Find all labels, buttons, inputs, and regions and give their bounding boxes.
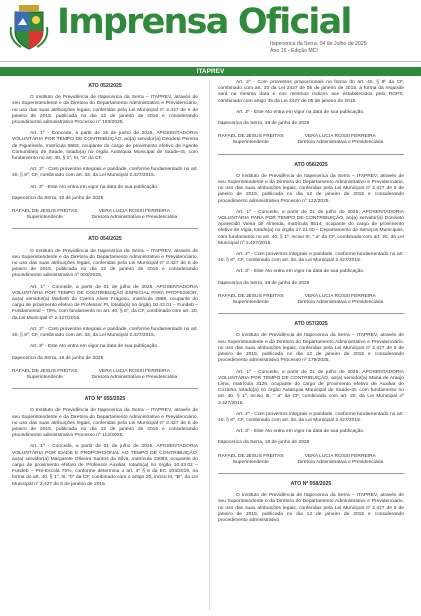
act-article-2: Art. 2º - Com proventos integrais e paridade, conforme fundamentado no art. 40, § 8º, CF, combinado com art. 33, da Lei Municipal 2.427/2015. [12, 167, 198, 179]
act-separator [218, 154, 404, 155]
act-article-3: Art. 3º - Este Ato entra em vigor na data de sua publicação. [236, 429, 365, 435]
signer-role: Diretora Administrativa e Previdenciária [91, 374, 178, 380]
signature-director [298, 454, 384, 466]
place-date: Itapecerica da Serra, 18 de junho de 2025 [218, 121, 310, 127]
act-article-1: Art. 1º - Concede, a partir de 01 de julho de 2025, APOSENTADORIA VOLUNTÁRIA POR TEMPO DE CONTRIBUIÇÃO, ao(a) servidor(a) Maria de Araujo Lima, matrícula 3128, ocupante do cargo de provimento efetivo de Auxiliar de Cozinha, lotado(a) no órgão Autarquia Municipal de Saúde-IS, com fundamento no art. 40, § 1º, inciso III, " a" da CF, combinado com art. 20, da Lei Municipal nº 2.427/2015. [218, 369, 404, 406]
signatures [12, 209, 198, 221]
signer-name: RAFAEL DE JESUS FREITAS [218, 453, 284, 459]
signer-name: RAFAEL DE JESUS FREITAS [218, 293, 284, 299]
right-column [218, 80, 404, 529]
act-separator [12, 228, 198, 229]
act-054 [12, 236, 198, 381]
city-date: Itapecerica da Serra, 04 de Julho de 2025 [270, 41, 367, 47]
place-date: Itapecerica da Serra, 18 de junho de 2025 [218, 280, 310, 286]
edition-label: Ano 16 - Edição MCI [270, 48, 318, 54]
signer-role: Diretora Administrativa e Previdenciária [297, 300, 384, 306]
section-heading: ITAPREV [0, 67, 421, 76]
act-preamble: O Instituto de Previdência de Itapecerica da Serra – ITAPREV, através de seu Superintendente e da Diretora do Departamento Administrativo e Previdenciário, no uso das suas atribuições legais, conferidas pela Lei Municipal nº 2.427 de 6 de janeiro de 2015, publicada no dia 12 de janeiro de 2015 e considerando procedimento administrativo Processo nº 179/2025, [218, 333, 404, 364]
signer-role: Superintendente [26, 215, 63, 221]
column-divider [209, 80, 210, 610]
act-title: ATO 056/2025 [294, 161, 328, 168]
act-article-2: Art. 2º - Com proventos integrais e paridade, conforme fundamentado no art. 40, § 8º, CF, combinado com art. 33, da Lei Municipal 2.427/2015. [12, 326, 198, 339]
signatures [12, 369, 198, 381]
signer-role: Superintendente [232, 300, 269, 306]
place-date: Itapecerica da Serra, 18 de junho de 2025 [12, 355, 104, 361]
act-article-1: Art. 1º - Concede, a partir de 01 de julho de 2025, APOSENTADORIA VOLUNTÁRIA PARA POR TEMPO DE CONTRIBUIÇÃO, ao(a) servidor(a) Doniseto Aparecido Vieira de Almeida, matrícula 8514, ocupante do cargo de provimento efetivo de Vigia, lotado(a) no órgão 17.21.00 – Departamento de Serviços Municipais, com fundamento no art. 40, § 1º, inciso III, " a" da CF, combinado com art. 20, da Lei Municipal nº 2.427/2015. [218, 209, 404, 246]
header-divider [0, 61, 421, 62]
act-article-3: Art. 3º - Este Ato entra em vigor na data de sua publicação. [30, 344, 159, 350]
edition-meta [270, 41, 410, 55]
signer-role: Diretora Administrativa e Previdenciária [297, 459, 384, 465]
signature-director [92, 369, 178, 381]
signer-name: RAFAEL DE JESUS FREITAS [218, 134, 284, 140]
signatures [218, 454, 404, 466]
act-preamble: O Instituto de Previdência de Itapecerica da Serra – ITAPREV, através de seu Superintendente e da Diretora do Departamento Administrativo e Previdenciário, no uso das suas atribuições legais, conferidas pela Lei Municipal nº 2.427 de 5 de janeiro de 2015, publicada no dia 12 de janeiro de 2015 e considerando procedimento administrativo Processo nº 112/2025, [12, 408, 198, 439]
signer-role: Diretora Administrativa e Previdenciária [297, 140, 384, 146]
act-article-2: Art. 2º - Com proventos proporcionais na forma do art. 40, § 8º da CF, combinado com art. 33 da Lei 2427 de 05 de janeiro de 2015, à forma da requisite será na mesma data e nos mesmos índices aos estabelecidos pelo RGPS, combinado com artigo 35 da Lei 2427 de 05 de janeiro de 2015. [218, 80, 404, 104]
act-separator [218, 473, 404, 474]
signature-superintendent [218, 294, 284, 306]
signer-role: Superintendente [232, 459, 269, 465]
signature-director [298, 294, 384, 306]
act-052 [12, 83, 198, 221]
signatures [218, 134, 404, 146]
signature-superintendent [218, 134, 284, 146]
act-separator [12, 388, 198, 389]
act-title: ATO Nº 055/2025 [84, 396, 126, 403]
signature-superintendent [12, 369, 78, 381]
act-preamble: O Instituto de Previdência de Itapecerica da Serra – ITAPREV, através de seu Superintendente e da Diretora do Departamento Administrativo e Previdenciário, no uso das suas atribuições legais, conferidas pela Lei Municipal nº 2.427 de 6 de janeiro de 2015, publicada no dia 12 de janeiro de 2015 e considerando procedimento administrativo [218, 493, 404, 523]
signer-role: Superintendente [26, 374, 63, 380]
act-preamble: O Instituto de Previdência de Itapecerica da Serra – ITAPREV, através de seu Superintendente e da Diretora do Departamento Administrativo e Previdenciário, no uso das suas atribuições legais, conferidas pela Lei Municipal nº 2.427 de 6 de janeiro de 2015, publicada no dia 12 de janeiro de 2015 e considerando procedimento administrativo Processo nº 122/2025, [218, 173, 404, 204]
masthead [0, 0, 421, 62]
act-article-1: Art. 1º - Concede, a partir de 01 de julho de 2025, APOSENTADORIA VOLUNTÁRIA POR TEMPO DE CONTRIBUIÇÃO ESPECIAL PARA PROFESSOR, ao(a) servidor(a) Marlieth do Carmo Alves Fragoso, matrícula 2898, ocupante do cargo de provimento efetivo de Professor PI, lotado(a) no órgão 10.43.01 – Fundeb – Fundamental – 70%, com fundamento no art. 40, § 5º, da CF, combinado com art. 20, da Lei Municipal nº 2.427/2015. [12, 284, 198, 321]
signer-name: RAFAEL DE JESUS FREITAS [12, 209, 78, 215]
signature-superintendent [218, 454, 284, 466]
act-article-2: Art. 2º - Com proventos integrais e paridade, conforme fundamentado no art. 40, § 8º, CF, combinado com art. 33, da Lei Municipal 2.427/2015. [218, 411, 404, 423]
act-title: ATO 054/2025 [88, 236, 122, 243]
signer-name: VERA LUCIA ROSSI FERREIRA [98, 209, 170, 215]
signature-director [92, 209, 178, 221]
act-article-1: Art. 1º - Concede, a partir de 01 de julho de 2025, APOSENTADORIA VOLUNTÁRIA POR IDADE E PROPORCIONAL AO TEMPO DE CONTRIBUIÇÃO, ao(a) servidor(a) Margarete Oliveira Santos da Silva, matrícula 13093, ocupante do cargo de provimento efetivo de Professor Auxiliar, lotado(a) no órgão 10.43.02 – Fundeb – Pré-Escola 70%, conforme determina o art. 4º § 6 da EC 103/2019, na forma do art. 40, § 1º, III, "b" da CF, combinado com o artigo 20, inciso III, "B", da Lei Municipal nº 2.427 de 5 de janeiro de 2015. [12, 444, 198, 487]
signer-role: Diretora Administrativa e Previdenciária [91, 215, 178, 221]
signature-director [298, 134, 384, 146]
signer-name: VERA LUCIA ROSSI FERREIRA [304, 453, 376, 459]
act-article-3: Art. 3º - Este Ato entra em vigor na data de sua publicação. [30, 184, 159, 190]
signer-name: VERA LUCIA ROSSI FERREIRA [304, 134, 376, 140]
city-crest-icon [9, 5, 49, 51]
act-057 [218, 321, 404, 466]
signer-role: Superintendente [232, 140, 269, 146]
act-article-3: Art. 3º - Este Ato entra em vigor na data de sua publicação. [236, 269, 365, 275]
place-date: Itapecerica da Serra, 10 de junho de 2025 [12, 195, 104, 201]
act-article-1: Art. 1º - Concede, a partir de 16 de junho de 2025, APOSENTADORIA VOLUNTÁRIA POR TEMPO DE CONTRIBUIÇÃO, ao(a) servidor(a) Deodete Pereira de Figueiredo, matrícula 9663, ocupante do cargo de provimento efetivo de Agente Comunitário de Saúde, lotado(a) no órgão Autarquia Municipal de Saúde-IS, com fundamento no art. 40, § 1º, III, "a" da CF. [12, 131, 198, 162]
publication-title: Imprensa Oficial [57, 2, 351, 42]
act-055 [12, 396, 198, 488]
act-separator [218, 313, 404, 314]
signer-name: VERA LUCIA ROSSI FERREIRA [98, 368, 170, 374]
act-title: ATO 052/2025 [88, 83, 122, 89]
act-title: ATO 057/2025 [294, 321, 328, 328]
act-preamble: O Instituto de Previdência de Itapecerica da Serra – ITAPREV, através de seu Superintendente e da Diretora do Departamento Administrativo e Previdenciário, no uso das suas atribuições legais, conferidas pela Lei Municipal nº 2.427 de 6 de janeiro de 2015, publicada no dia 12 de janeiro de 2015 e considerando procedimento administrativo nº 003/2025, [12, 248, 198, 279]
act-055-continued [218, 80, 404, 147]
act-title: ATO Nº 058/2025 [290, 480, 332, 487]
signature-superintendent [12, 209, 78, 221]
signatures [218, 294, 404, 306]
signer-name: RAFAEL DE JESUS FREITAS [12, 368, 78, 374]
place-date: Itapecerica da Serra, 18 de junho de 2025 [218, 440, 310, 446]
act-preamble: O Instituto de Previdência de Itapecerica da Serra – ITAPREV, através de seu Superintendente e da Diretora do Departamento Administrativo e Previdenciário, no uso das suas atribuições legais, conferidas pela Lei Municipal nº 2.427 de 6 de janeiro de 2015, publicada no dia 12 de janeiro de 2015 e considerando procedimento administrativo Processo nº 193/2025, [12, 95, 198, 126]
act-056 [218, 162, 404, 307]
act-article-2: Art. 2º - Com proventos integrais e paridade, conforme fundamentado no art. 40, § 8º, CF, combinado com art. 33, da Lei Municipal 2.427/2015. [218, 252, 404, 264]
left-column [12, 80, 198, 493]
act-article-3: Art. 3º - Este Ato entra em vigor na data de sua publicação. [236, 109, 365, 115]
signer-name: VERA LUCIA ROSSI FERREIRA [304, 293, 376, 299]
act-058 [218, 481, 404, 524]
